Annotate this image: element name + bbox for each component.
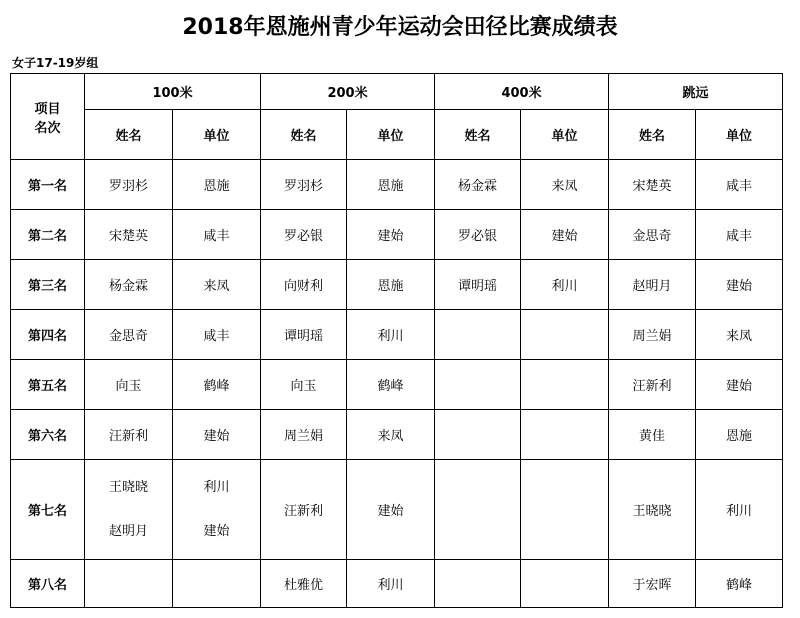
rank-cell: 第四名 — [11, 310, 85, 360]
athlete-name-cell: 杨金霖 — [435, 160, 521, 210]
athlete-unit-cell: 来凤 — [696, 310, 783, 360]
athlete-name-cell: 汪新利 — [609, 360, 696, 410]
athlete-unit-cell: 建始 — [347, 210, 435, 260]
table-row — [11, 260, 783, 310]
athlete-name-cell: 向玉 — [85, 360, 173, 410]
athlete-name-cell: 宋楚英 — [609, 160, 696, 210]
athlete-name-cell: 于宏晖 — [609, 560, 696, 608]
corner-line-event: 项目 — [34, 101, 61, 117]
name-header: 姓名 — [261, 110, 347, 160]
athlete-unit-cell — [521, 360, 609, 410]
athlete-name-cell — [435, 560, 521, 608]
athlete-name-cell: 罗必银 — [435, 210, 521, 260]
athlete-name-cell: 谭明瑶 — [435, 260, 521, 310]
event-header-200m: 200米 — [261, 74, 435, 110]
athlete-unit-cell: 来凤 — [521, 160, 609, 210]
athlete-name-cell: 赵明月 — [609, 260, 696, 310]
rank-cell: 第三名 — [11, 260, 85, 310]
athlete-name-cell: 金思奇 — [85, 310, 173, 360]
athlete-unit-cell: 建始 — [696, 260, 783, 310]
table-row — [11, 560, 783, 608]
unit-header: 单位 — [347, 110, 435, 160]
athlete-unit-cell: 恩施 — [173, 160, 261, 210]
athlete-name-cell: 谭明瑶 — [261, 310, 347, 360]
athlete-name-cell: 汪新利 — [85, 410, 173, 460]
athlete-unit-cell: 利川 — [696, 460, 783, 560]
athlete-name-cell: 向玉 — [261, 360, 347, 410]
event-header-100m: 100米 — [85, 74, 261, 110]
name-header: 姓名 — [609, 110, 696, 160]
corner-line-rank: 名次 — [34, 120, 61, 136]
athlete-unit-cell — [173, 460, 261, 560]
athlete-name-cell: 王晓晓 — [609, 460, 696, 560]
rank-cell: 第七名 — [11, 460, 85, 560]
rank-cell: 第五名 — [11, 360, 85, 410]
athlete-unit-cell: 鹤峰 — [347, 360, 435, 410]
table-row — [11, 460, 783, 560]
group-label: 女子17-19岁组 — [12, 56, 99, 70]
athlete-unit-cell: 来凤 — [173, 260, 261, 310]
athlete-unit-cell — [521, 310, 609, 360]
athlete-name-cell: 黄佳 — [609, 410, 696, 460]
event-header-long-jump: 跳远 — [609, 74, 783, 110]
athlete-name: 王晓晓 — [108, 479, 148, 495]
athlete-unit-cell — [521, 560, 609, 608]
athlete-unit-cell: 利川 — [521, 260, 609, 310]
athlete-unit-cell: 鹤峰 — [173, 360, 261, 410]
athlete-unit: 利川 — [203, 479, 230, 495]
athlete-name-cell — [435, 360, 521, 410]
athlete-name: 赵明月 — [108, 523, 148, 539]
rank-cell: 第六名 — [11, 410, 85, 460]
athlete-name-cell: 周兰娟 — [609, 310, 696, 360]
athlete-unit-cell: 建始 — [696, 360, 783, 410]
table-row — [11, 410, 783, 460]
athlete-unit-cell: 利川 — [347, 310, 435, 360]
athlete-unit-cell: 建始 — [521, 210, 609, 260]
athlete-unit-cell: 建始 — [173, 410, 261, 460]
athlete-unit-cell — [173, 560, 261, 608]
table-row — [11, 160, 783, 210]
athlete-unit-cell: 咸丰 — [696, 160, 783, 210]
athlete-name-cell — [85, 560, 173, 608]
athlete-unit-cell — [521, 410, 609, 460]
athlete-unit-cell — [521, 460, 609, 560]
athlete-name-cell: 周兰娟 — [261, 410, 347, 460]
athlete-name-cell — [435, 460, 521, 560]
athlete-name-cell — [85, 460, 173, 560]
unit-header: 单位 — [696, 110, 783, 160]
header-row-events — [11, 74, 783, 110]
table-row — [11, 310, 783, 360]
rank-cell: 第二名 — [11, 210, 85, 260]
athlete-unit-cell: 咸丰 — [696, 210, 783, 260]
rank-cell: 第八名 — [11, 560, 85, 608]
page-title: 2018年恩施州青少年运动会田径比赛成绩表 — [182, 15, 618, 40]
athlete-name-cell — [435, 310, 521, 360]
athlete-unit-cell: 鹤峰 — [696, 560, 783, 608]
table-row — [11, 360, 783, 410]
name-header: 姓名 — [85, 110, 173, 160]
athlete-unit: 建始 — [203, 523, 230, 539]
athlete-name-cell: 罗羽杉 — [85, 160, 173, 210]
athlete-unit-cell: 咸丰 — [173, 210, 261, 260]
name-header: 姓名 — [435, 110, 521, 160]
athlete-unit-cell: 恩施 — [696, 410, 783, 460]
athlete-name-cell: 金思奇 — [609, 210, 696, 260]
table-row — [11, 210, 783, 260]
corner-header — [11, 74, 85, 160]
athlete-name-cell: 杨金霖 — [85, 260, 173, 310]
header-row-fields — [11, 110, 783, 160]
athlete-name-cell: 罗羽杉 — [261, 160, 347, 210]
athlete-unit-cell: 来凤 — [347, 410, 435, 460]
rank-cell: 第一名 — [11, 160, 85, 210]
athlete-name-cell: 向财利 — [261, 260, 347, 310]
athlete-unit-cell: 利川 — [347, 560, 435, 608]
unit-header: 单位 — [521, 110, 609, 160]
athlete-name-cell: 杜雅优 — [261, 560, 347, 608]
athlete-name-cell: 汪新利 — [261, 460, 347, 560]
athlete-name-cell: 宋楚英 — [85, 210, 173, 260]
athlete-unit-cell: 建始 — [347, 460, 435, 560]
unit-header: 单位 — [173, 110, 261, 160]
athlete-unit-cell: 恩施 — [347, 260, 435, 310]
athlete-name-cell: 罗必银 — [261, 210, 347, 260]
results-table — [10, 73, 783, 608]
athlete-unit-cell: 恩施 — [347, 160, 435, 210]
event-header-400m: 400米 — [435, 74, 609, 110]
athlete-name-cell — [435, 410, 521, 460]
athlete-unit-cell: 咸丰 — [173, 310, 261, 360]
